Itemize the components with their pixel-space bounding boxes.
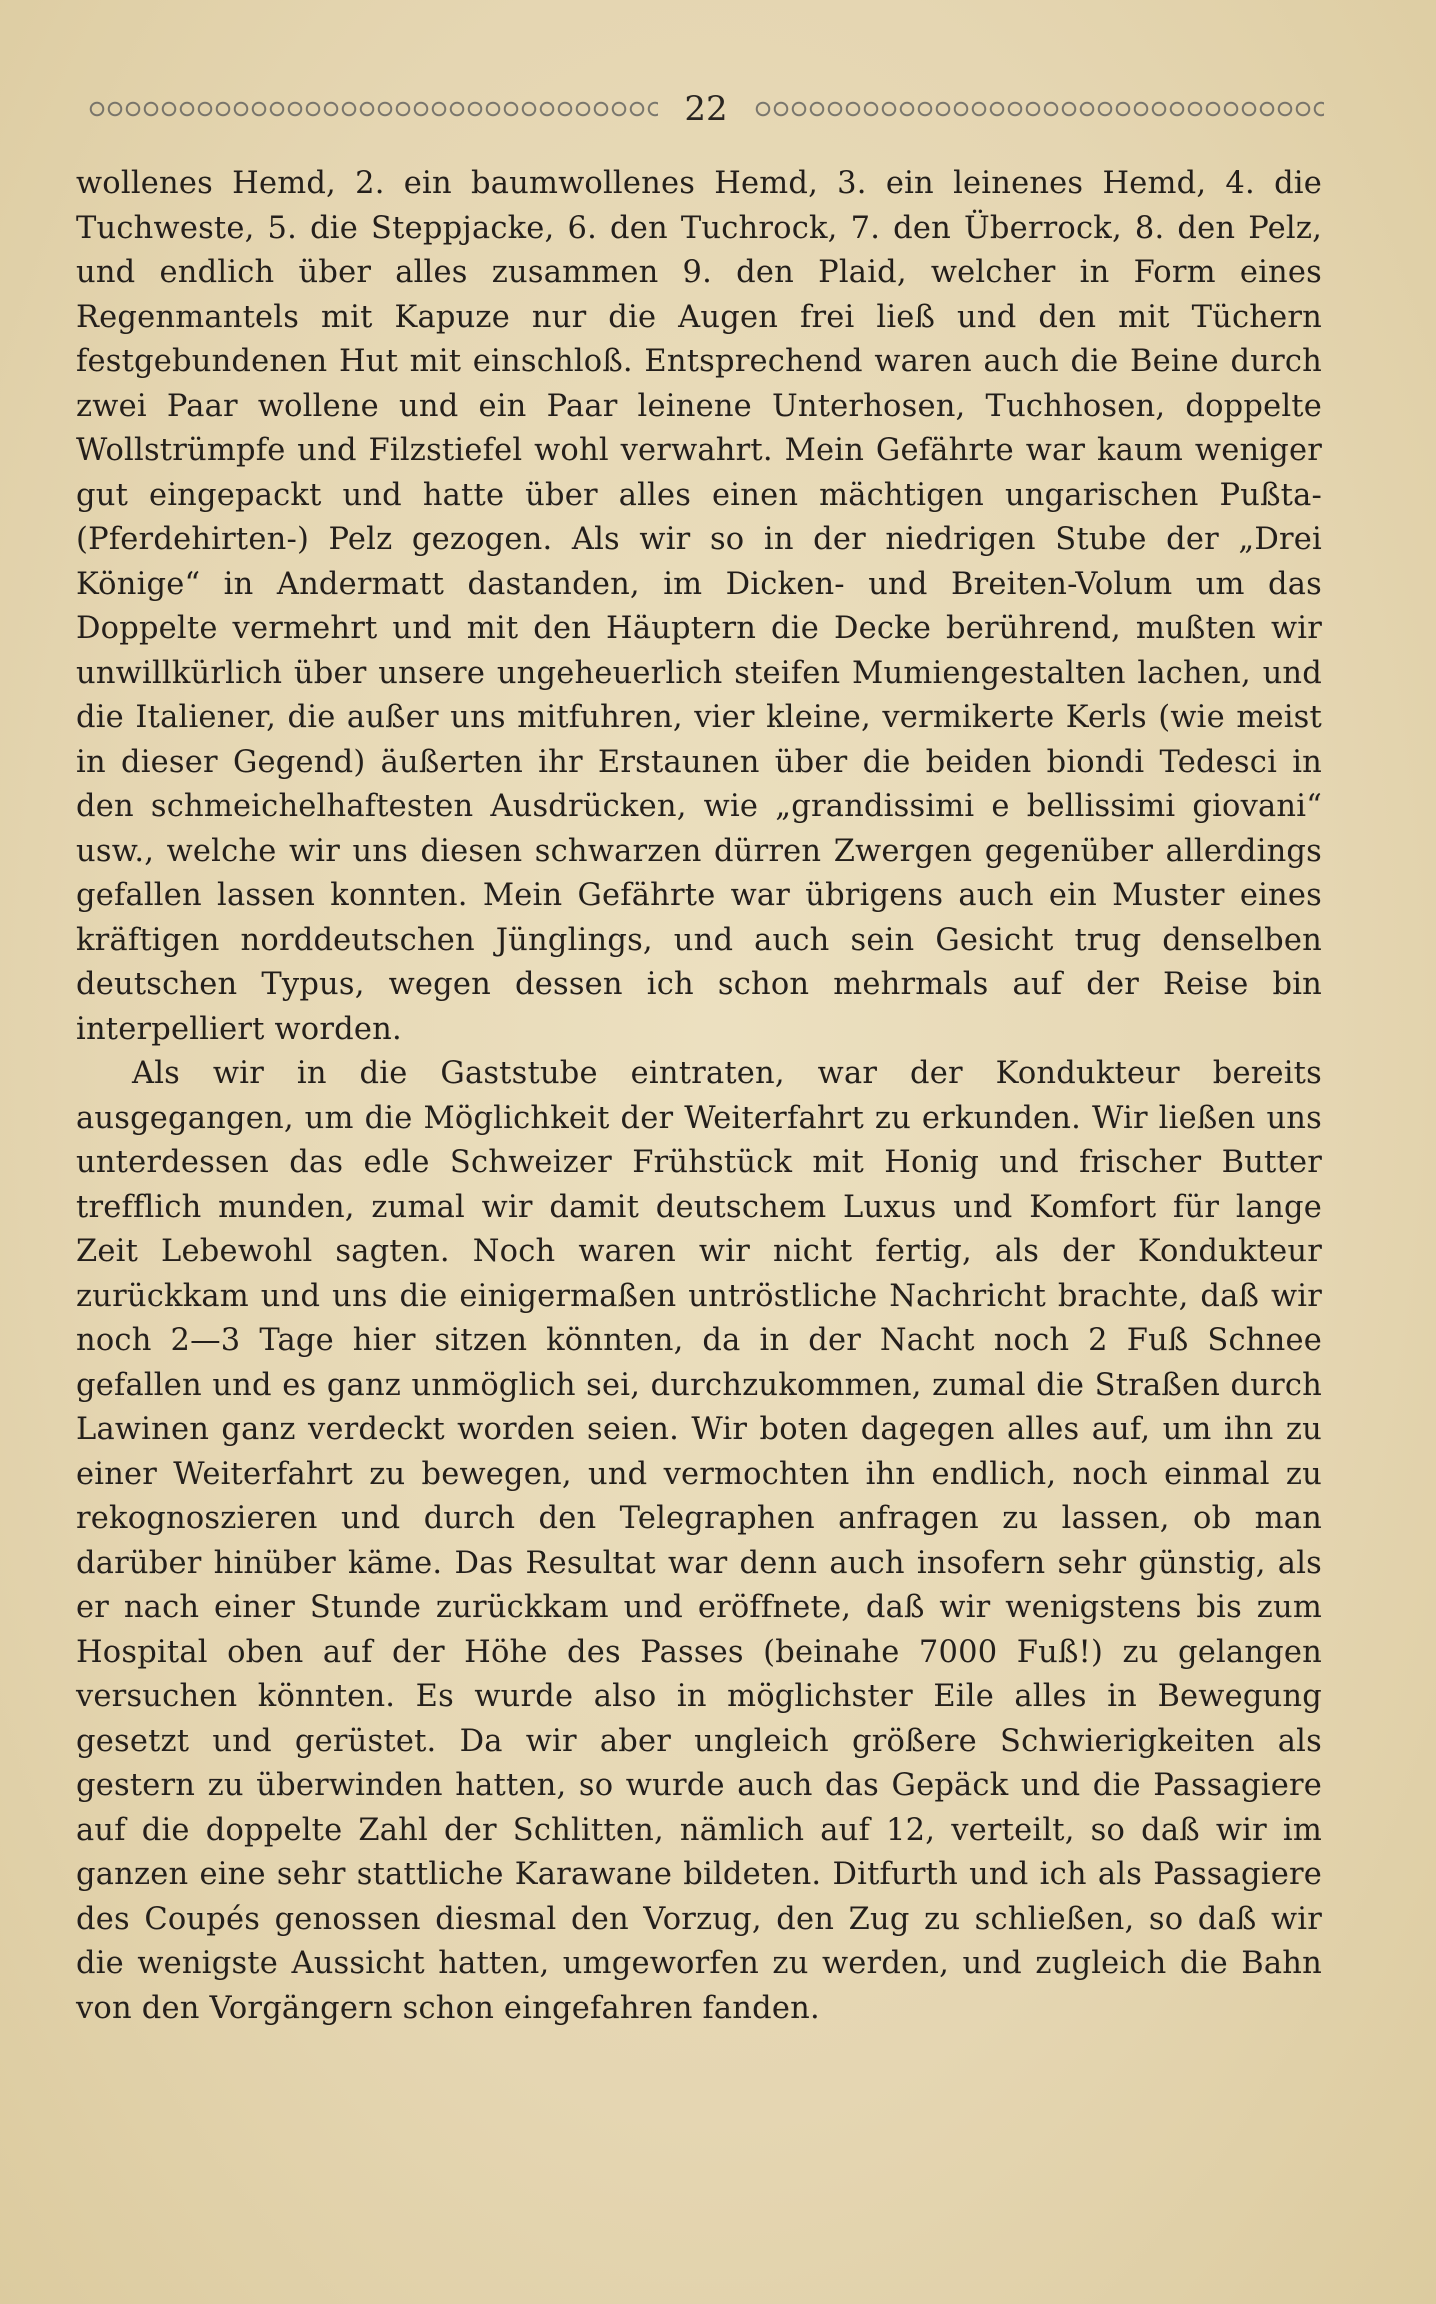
header-ornament-left bbox=[88, 98, 658, 120]
header-ornament-right bbox=[754, 98, 1324, 120]
page-number: 22 bbox=[684, 89, 728, 129]
body-text bbox=[76, 162, 1322, 2031]
page-header bbox=[88, 86, 1324, 132]
paragraph-2: Als wir in die Gaststube eintraten, war der Kondukteur bereits ausgegangen, um die Möglichkeit der Weiterfahrt zu erkunden. Wir ließen uns unterdessen das edle Schweizer Frühstück mit Honig und frischer Butter trefflich munden, zumal wir damit deutschem Luxus und Komfort für lange Zeit Lebewohl sagten. Noch waren wir nicht fertig, als der Kondukteur zurückkam und uns die einigermaßen untröstliche Nachricht brachte, daß wir noch 2—3 Tage hier sitzen könnten, da in der Nacht noch 2 Fuß Schnee gefallen und es ganz unmöglich sei, durchzukommen, zumal die Straßen durch Lawinen ganz verdeckt worden seien. Wir boten dagegen alles auf, um ihn zu einer Weiterfahrt zu bewegen, und vermochten ihn endlich, noch einmal zu rekognoszieren und durch den Telegraphen anfragen zu lassen, ob man darüber hinüber käme. Das Resultat war denn auch insofern sehr günstig, als er nach einer Stunde zurückkam und eröffnete, daß wir wenigstens bis zum Hospital oben auf der Höhe des Passes (beinahe 7000 Fuß!) zu gelangen versuchen könnten. Es wurde also in möglichster Eile alles in Bewegung gesetzt und gerüstet. Da wir aber ungleich größere Schwierigkeiten als gestern zu überwinden hatten, so wurde auch das Gepäck und die Passagiere auf die doppelte Zahl der Schlitten, nämlich auf 12, verteilt, so daß wir im ganzen eine sehr stattliche Karawane bildeten. Ditfurth und ich als Passagiere des Coupés genossen diesmal den Vorzug, den Zug zu schließen, so daß wir die wenigste Aussicht hatten, umgeworfen zu werden, und zugleich die Bahn von den Vorgängern schon eingefahren fanden. bbox=[76, 1056, 1322, 2026]
paragraph-1: wollenes Hemd, 2. ein baumwollenes Hemd, 3. ein leinenes Hemd, 4. die Tuchweste, 5. die Steppjacke, 6. den Tuchrock, 7. den Überrock, 8. den Pelz, und endlich über alles zusammen 9. den Plaid, welcher in Form eines Regenmantels mit Kapuze nur die Augen frei ließ und den mit Tüchern festgebundenen Hut mit einschloß. Entsprechend waren auch die Beine durch zwei Paar wollene und ein Paar leinene Unterhosen, Tuchhosen, doppelte Wollstrümpfe und Filzstiefel wohl verwahrt. Mein Gefährte war kaum weniger gut eingepackt und hatte über alles einen mächtigen ungarischen Pußta- (Pferdehirten-) Pelz gezogen. Als wir so in der niedrigen Stube der „Drei Könige“ in Andermatt dastanden, im Dicken- und Breiten-Volum um das Doppelte vermehrt und mit den Häuptern die Decke berührend, mußten wir unwillkürlich über unsere ungeheuerlich steifen Mumiengestalten lachen, und die Italiener, die außer uns mitfuhren, vier kleine, vermikerte Kerls (wie meist in dieser Gegend) äußerten ihr Erstaunen über die beiden biondi Tedesci in den schmeichelhaftesten Ausdrücken, wie „grandissimi e bellissimi giovani“ usw., welche wir uns diesen schwarzen dürren Zwergen gegenüber allerdings gefallen lassen konnten. Mein Gefährte war übrigens auch ein Muster eines kräftigen norddeutschen Jünglings, und auch sein Gesicht trug denselben deutschen Typus, wegen dessen ich schon mehrmals auf der Reise bin interpelliert worden. bbox=[76, 166, 1322, 1047]
